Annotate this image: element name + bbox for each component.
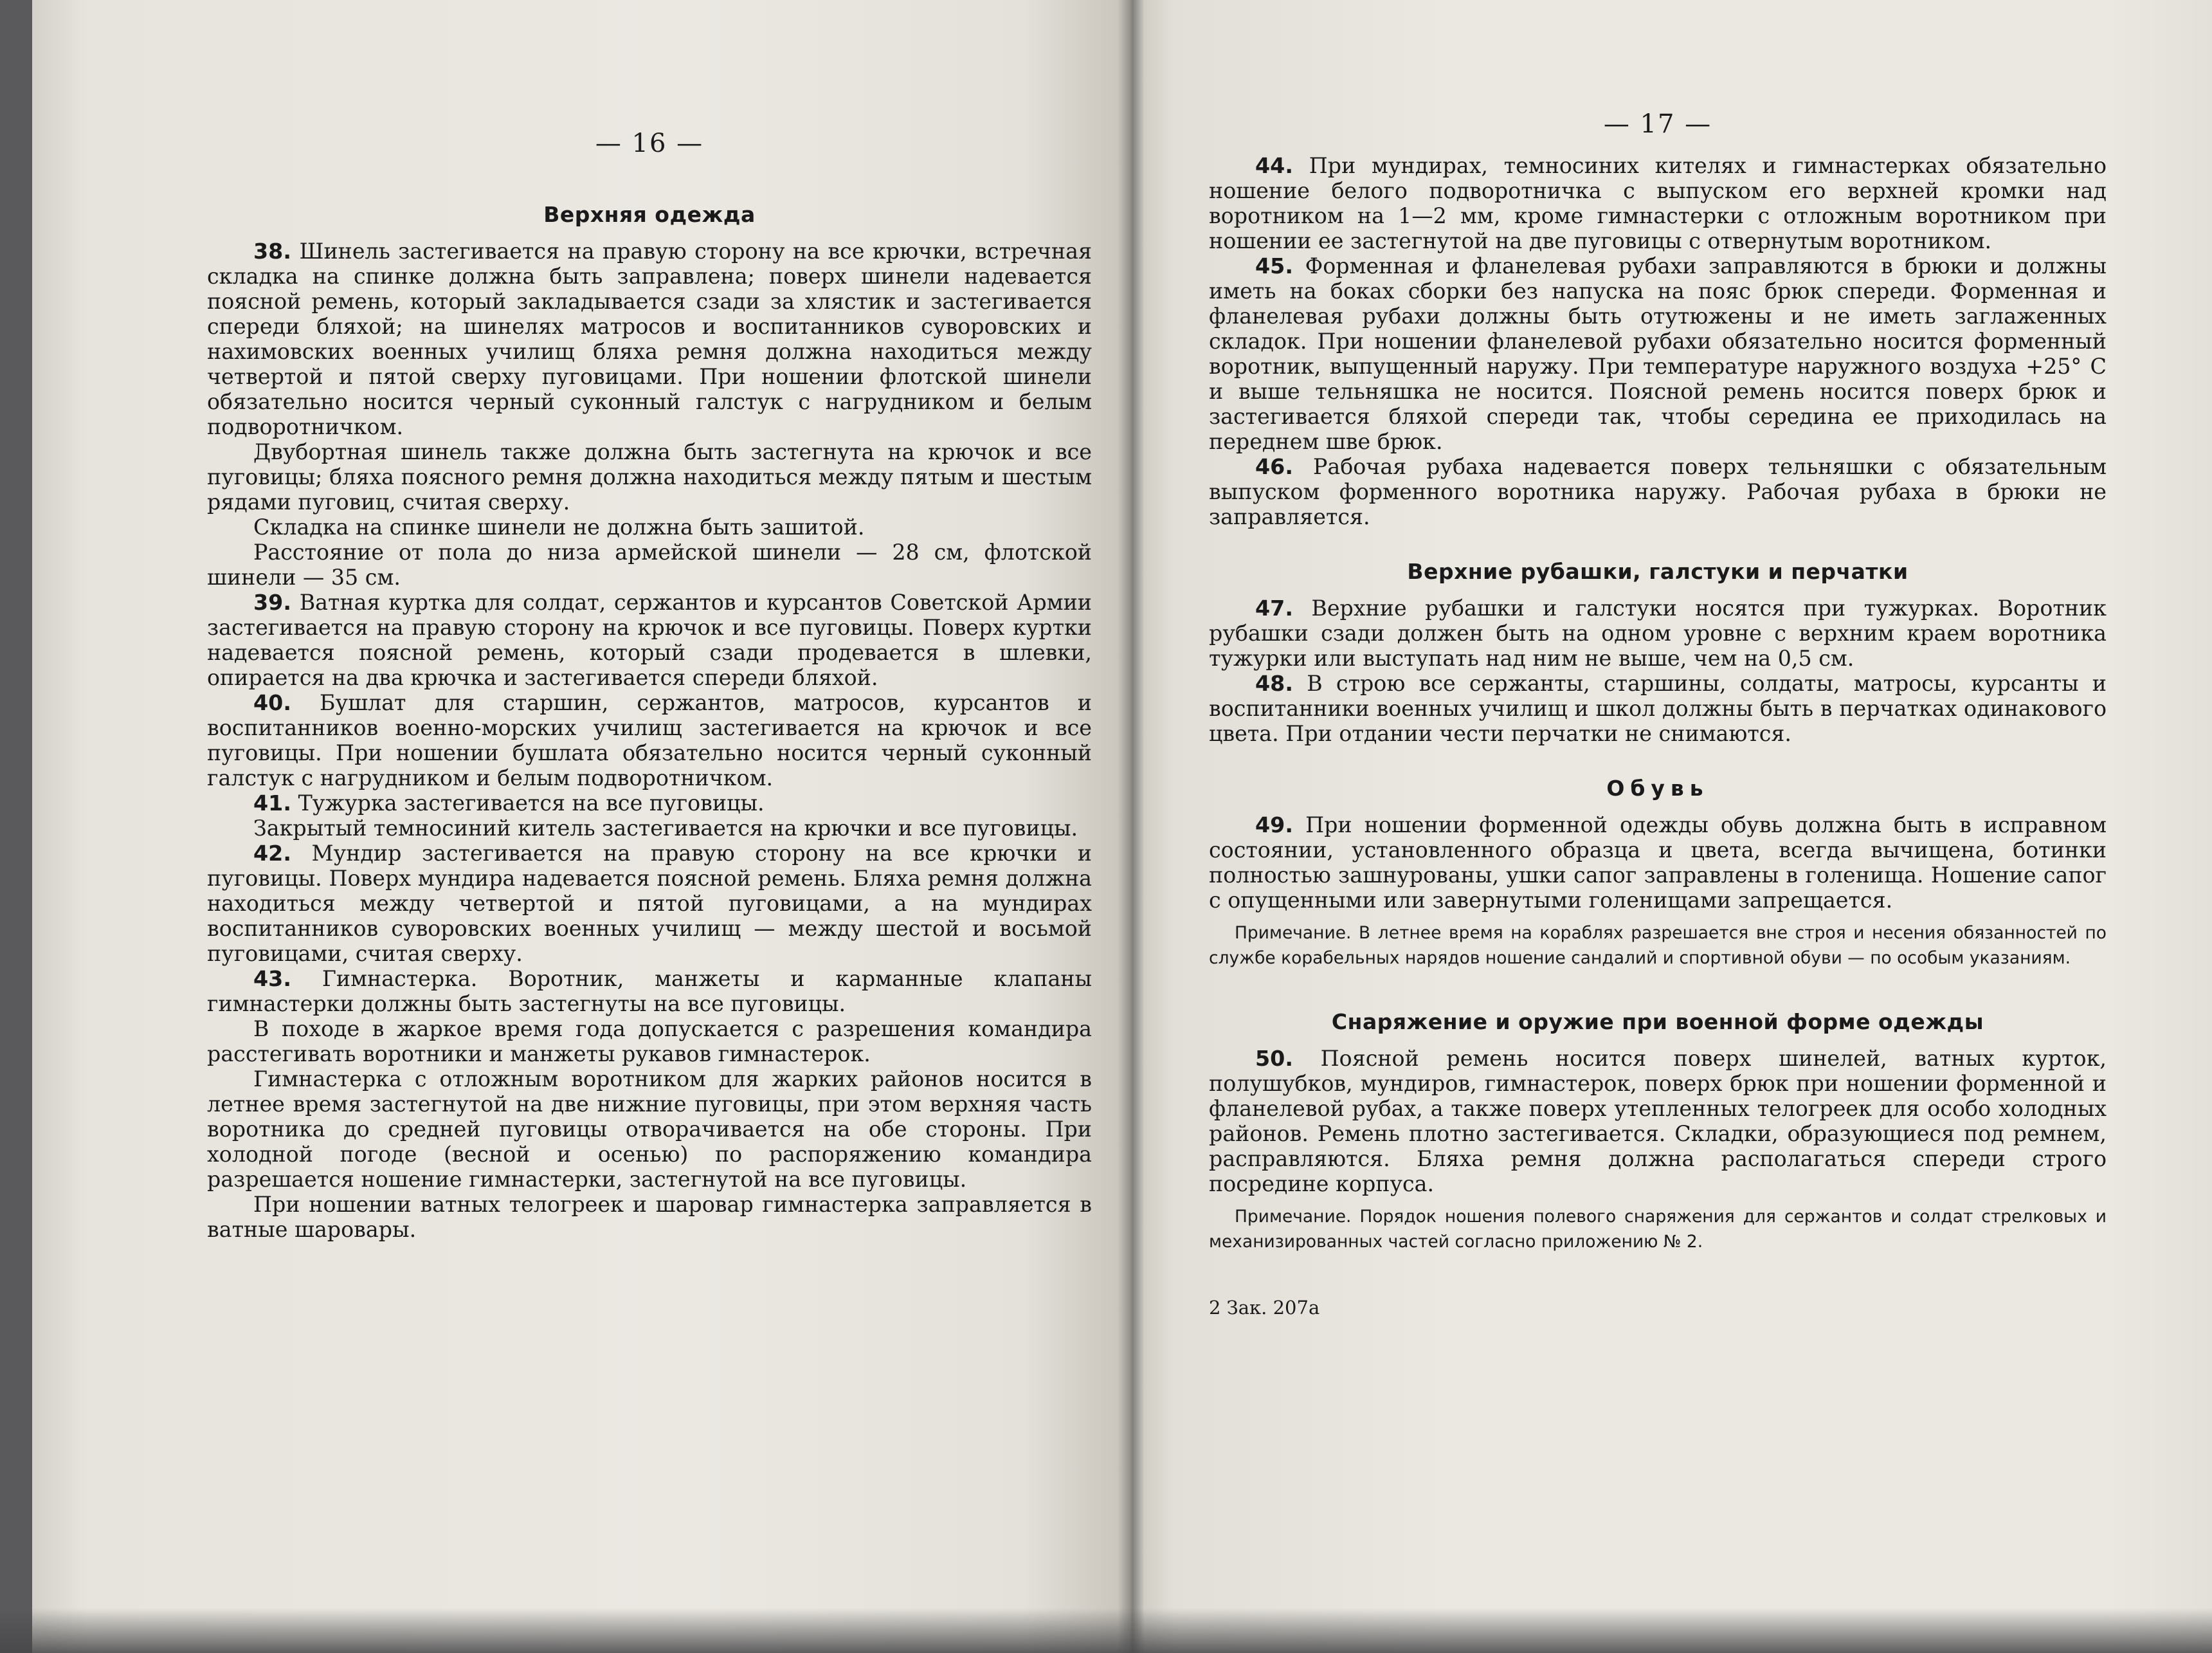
footnote: Примечание. В летнее время на кораблях разрешается вне строя и несения обязанностей по службе корабельных нарядов ношение сандалий и спортивной обуви — по особым указаниям. <box>1209 923 2107 968</box>
paragraphs-block-3 <box>1209 812 2107 913</box>
paragraph-number: 46. <box>1255 454 1293 479</box>
paragraphs-block-2 <box>1209 596 2107 746</box>
footnote: Примечание. Порядок ношения полевого снаряжения для сержантов и солдат стрелковых и механизированных частей согласно приложению № 2. <box>1209 1207 2107 1252</box>
right-page <box>1130 0 2212 1653</box>
paragraph-number: 38. <box>253 239 291 264</box>
paragraph <box>207 1066 1092 1192</box>
book-gutter <box>1118 0 1145 1653</box>
left-paragraphs <box>207 239 1092 1242</box>
paragraph-text: Расстояние от пола до низа армейской шинели — 28 см, флотской шинели — 35 см. <box>207 540 1092 590</box>
left-page <box>32 0 1130 1653</box>
paragraph-number: 47. <box>1255 596 1293 621</box>
page-number: — 17 — <box>1603 109 1712 139</box>
paragraph <box>207 816 1092 841</box>
paragraph-text: Складка на спинке шинели не должна быть зашитой. <box>253 515 865 540</box>
paragraph <box>207 515 1092 540</box>
paragraph-text: Форменная и фланелевая рубахи заправляются в брюки и должны иметь на боках сборки без напуска на пояс брюк спереди. Форменная и фланелевая рубахи должны быть отутюжены и не иметь заглаженных складок. При ношении фланелевой рубахи обязательно носится форменный воротник, выпущенный наружу. При температуре наружного воздуха +25° С и выше тельняшка не носится. Поясной ремень носится поверх брюк и застегивается бляхой спереди так, чтобы середина ее приходилась на переднем шве брюк. <box>1209 253 2107 454</box>
paragraph <box>207 590 1092 690</box>
paragraph-text: Рабочая рубаха надевается поверх тельняшки с обязательным выпуском форменного воротника наружу. Рабочая рубаха в брюки не заправляется. <box>1209 454 2107 529</box>
right-text-column <box>1209 109 2107 1320</box>
paragraph-number: 49. <box>1255 812 1293 837</box>
paragraph-text: Тужурка застегивается на все пуговицы. <box>298 790 765 816</box>
paragraph <box>207 966 1092 1016</box>
paragraph-text: При мундирах, темносиних кителях и гимнастерках обязательно ношение белого подворотничка с выпуском его верхней кромки над воротником на 1—2 мм, кроме гимнастерки с отложным воротником при ношении ее застегнутой на две пуговицы с отвернутым воротником. <box>1209 153 2107 253</box>
page-bottom-edge <box>0 1608 2212 1653</box>
paragraph-number: 50. <box>1255 1046 1293 1071</box>
paragraph-text: При ношении форменной одежды обувь должна быть в исправном состоянии, установленного образца и цвета, всегда вычищена, ботинки полностью зашнурованы, ушки сапог заправлены в голенища. Ношение сапог с опущенными или завернутыми голенищами запрещается. <box>1209 812 2107 913</box>
section-heading: Верхняя одежда <box>543 202 756 227</box>
paragraph <box>207 540 1092 590</box>
paragraph <box>1209 1046 2107 1196</box>
paragraph-text: В строю все сержанты, старшины, солдаты, матросы, курсанты и воспитанники военных училищ и школ должны быть в перчатках одинакового цвета. При отдании чести перчатки не снимаются. <box>1209 671 2107 746</box>
paragraph-number: 45. <box>1255 253 1293 279</box>
paragraph <box>1209 596 2107 671</box>
paragraph <box>1209 153 2107 253</box>
paragraph-text: Ватная куртка для солдат, сержантов и курсантов Советской Армии застегивается на правую сторону на крючок и все пуговицы. Поверх куртки надевается поясной ремень, который сзади продевается в шлевки, опирается на два крючка и застегивается спереди бляхой. <box>207 590 1092 690</box>
paragraph-text: Бушлат для старшин, сержантов, матросов, курсантов и воспитанников военно-морских училищ застегивается на крючок и все пуговицы. При ношении бушлата обязательно носится черный суконный галстук с нагрудником и белым подворотничком. <box>207 690 1092 790</box>
paragraph-text: Гимнастерка с отложным воротником для жарких районов носится в летнее время застегнутой на две нижние пуговицы, при этом верхняя часть воротника до средней пуговицы отворачивается на обе стороны. При холодной погоде (весной и осенью) по распоряжению командира разрешается ношение гимнастерки, застегнутой на все пуговицы. <box>207 1066 1092 1192</box>
paragraph-text: Мундир застегивается на правую сторону на все крючки и пуговицы. Поверх мундира надевается поясной ремень. Бляха ремня должна находиться между четвертой и пятой пуговицами, а на мундирах воспитанников суворовских военных училищ — между шестой и восьмой пуговицами, считая сверху. <box>207 841 1092 966</box>
section-heading: Снаряжение и оружие при военной форме одежды <box>1331 1009 1984 1034</box>
paragraph-number: 48. <box>1255 671 1293 696</box>
section-heading: Обувь <box>1606 776 1709 801</box>
paragraph-number: 40. <box>253 690 291 715</box>
paragraphs-block-1 <box>1209 153 2107 529</box>
paragraph-text: При ношении ватных телогреек и шаровар гимнастерка заправляется в ватные шаровары. <box>207 1192 1092 1242</box>
page-number: — 16 — <box>595 129 704 158</box>
paragraph <box>1209 671 2107 746</box>
paragraph <box>1209 812 2107 913</box>
paragraph <box>1209 454 2107 529</box>
print-signature: 2 Зак. 207а <box>1209 1297 1320 1319</box>
paragraph-text: Гимнастерка. Воротник, манжеты и карманные клапаны гимнастерки должны быть застегнуты на все пуговицы. <box>207 966 1092 1016</box>
paragraph-number: 42. <box>253 841 291 866</box>
paragraph-text: Верхние рубашки и галстуки носятся при тужурках. Воротник рубашки сзади должен быть на одном уровне с верхним краем воротника тужурки или выступать над ним не выше, чем на 0,5 см. <box>1209 596 2107 671</box>
paragraph <box>1209 253 2107 454</box>
paragraph <box>207 1016 1092 1066</box>
paragraph-number: 44. <box>1255 153 1293 178</box>
left-text-column <box>207 129 1092 1242</box>
paragraph <box>207 239 1092 439</box>
paragraph <box>207 439 1092 515</box>
paragraph-text: В походе в жаркое время года допускается с разрешения командира расстегивать воротники и манжеты рукавов гимнастерок. <box>207 1016 1092 1066</box>
paragraph-text: Поясной ремень носится поверх шинелей, ватных курток, полушубков, мундиров, гимнастерок, поверх брюк при ношении форменной и фланелевой рубах, а также поверх утепленных телогреек для особо холодных районов. Ремень плотно застегивается. Складки, образующиеся под ремнем, расправляются. Бляха ремня должна располагаться спереди строго посредине корпуса. <box>1209 1046 2107 1196</box>
paragraph-text: Двубортная шинель также должна быть застегнута на крючок и все пуговицы; бляха поясного ремня должна находиться между пятым и шестым рядами пуговиц, считая сверху. <box>207 439 1092 515</box>
paragraph <box>207 690 1092 790</box>
paragraph-text: Закрытый темносиний китель застегивается на крючки и все пуговицы. <box>253 816 1078 841</box>
paragraph-number: 41. <box>253 790 291 816</box>
paragraph-number: 39. <box>253 590 291 615</box>
paragraph <box>207 841 1092 966</box>
paragraph-text: Шинель застегивается на правую сторону на все крючки, встречная складка на спинке должна быть заправлена; поверх шинели надевается поясной ремень, который закладывается сзади за хлястик и застегивается спереди бляхой; на шинелях матросов и воспитанников суворовских и нахимовских военных училищ бляха ремня должна находиться между четвертой и пятой сверху пуговицами. При ношении флотской шинели обязательно носится черный суконный галстук с нагрудником и белым подворотничком. <box>207 239 1092 439</box>
paragraph <box>207 790 1092 816</box>
paragraphs-block-4 <box>1209 1046 2107 1196</box>
paragraph-number: 43. <box>253 966 291 991</box>
paragraph <box>207 1192 1092 1242</box>
section-heading: Верхние рубашки, галстуки и перчатки <box>1407 559 1908 584</box>
